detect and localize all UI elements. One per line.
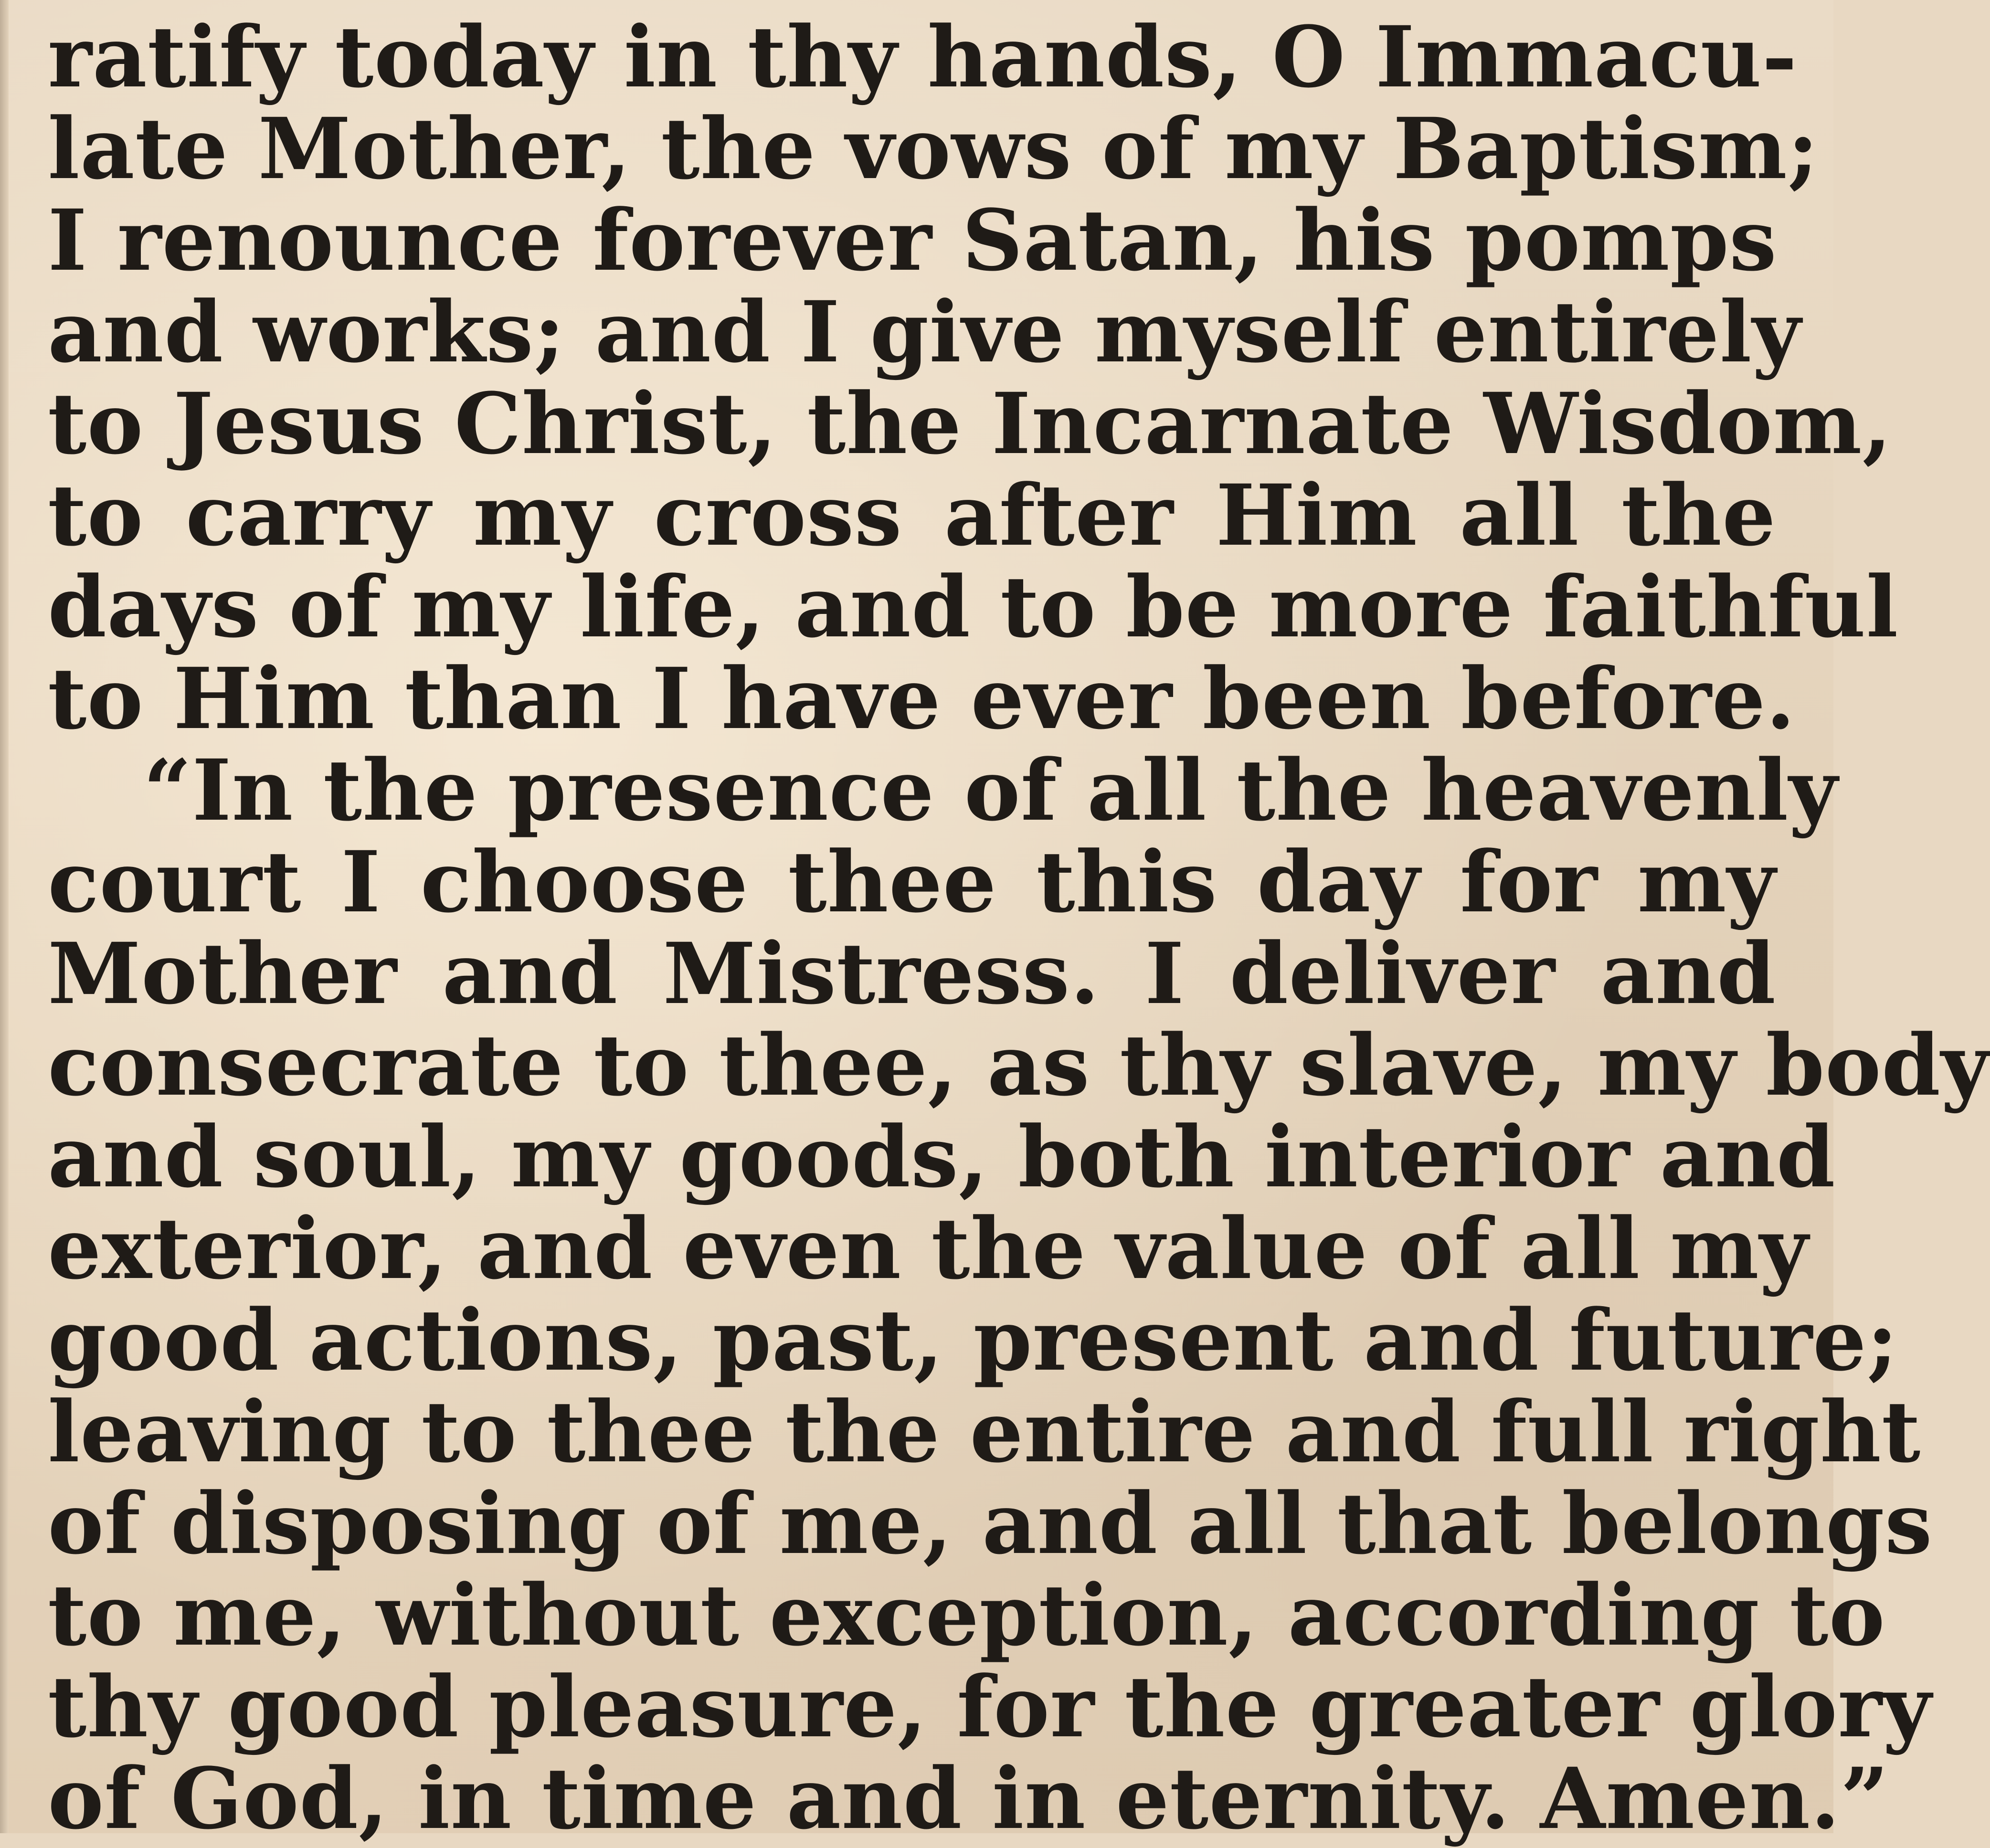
text-line-17: of disposing of me, and all that belongs — [48, 1474, 1933, 1573]
text-line-12: consecrate to thee, as thy slave, my body — [48, 1016, 1990, 1115]
text-line-3: I renounce forever Satan, his pomps — [48, 191, 1778, 290]
text-line-16: leaving to thee the entire and full right — [48, 1383, 1921, 1481]
text-line-10: court I choose thee this day for my — [48, 833, 1776, 931]
text-line-8: to Him than I have ever been before. — [48, 649, 1796, 748]
text-line-2: late Mother, the vows of my Baptism; — [48, 99, 1819, 198]
text-line-20: of God, in time and in eternity. Amen.” — [48, 1749, 1889, 1848]
text-line-18: to me, without exception, according to — [48, 1566, 1885, 1665]
text-line-19: thy good pleasure, for the greater glory — [48, 1658, 1932, 1756]
text-line-9: “In the presence of all the heavenly — [143, 741, 1838, 840]
text-line-4: and works; and I give myself entirely — [48, 283, 1801, 381]
text-line-15: good actions, past, present and future; — [48, 1291, 1898, 1390]
text-line-6: to carry my cross after Him all the — [48, 466, 1776, 565]
text-line-14: exterior, and even the value of all my — [48, 1199, 1809, 1298]
text-line-5: to Jesus Christ, the Incarnate Wisdom, — [48, 374, 1892, 473]
text-line-11: Mother and Mistress. I deliver and — [48, 924, 1776, 1023]
text-line-1: ratify today in thy hands, O Immacu- — [48, 8, 1798, 106]
page-edge — [0, 0, 9, 1833]
text-line-13: and soul, my goods, both interior and — [48, 1108, 1836, 1206]
text-line-7: days of my life, and to be more faithful — [48, 558, 1899, 656]
